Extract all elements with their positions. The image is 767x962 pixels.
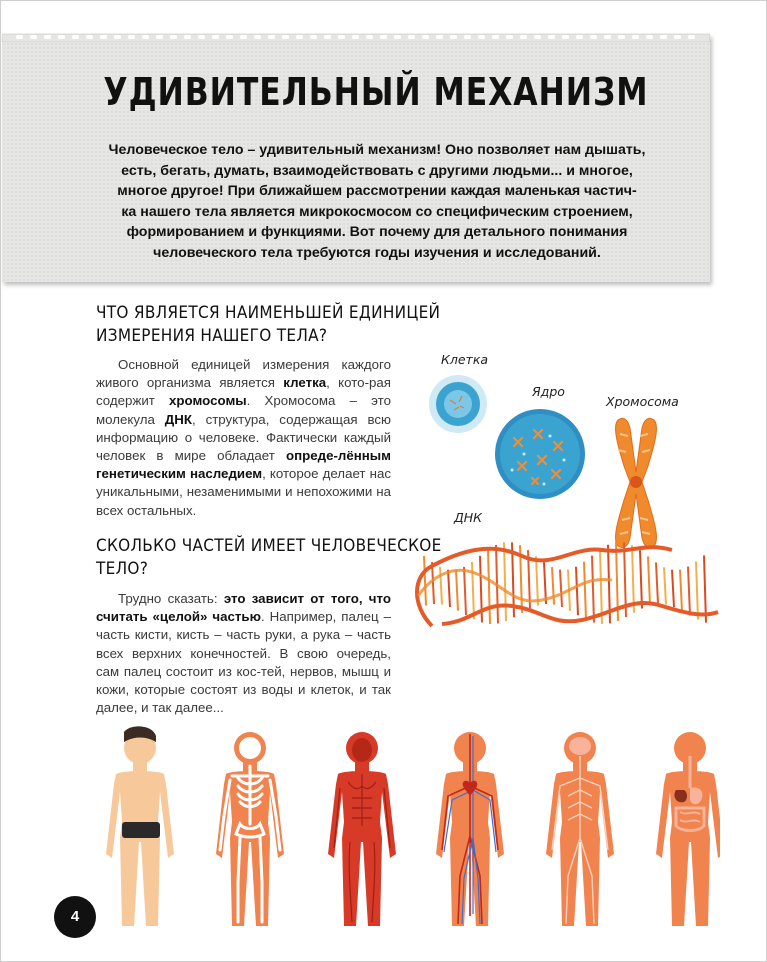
binding-hole bbox=[58, 35, 65, 39]
binding-hole bbox=[86, 35, 93, 39]
binding-hole bbox=[464, 35, 471, 39]
section2-paragraph bbox=[96, 590, 391, 717]
binding-hole bbox=[44, 35, 51, 39]
dna-helix-illustration bbox=[402, 536, 724, 628]
dna-base-pair bbox=[680, 570, 682, 611]
dna-base-pair bbox=[432, 562, 434, 604]
binding-hole bbox=[16, 35, 23, 39]
text: . Например, палец – часть кисти, кисть – часть руки, а рука – часть всех верхних конечностей. В свою очередь, сам палец состоит из кос-тей, нервов, мышц и кожи, которые состоят из воды и клеток, и так далее, и так далее... bbox=[96, 609, 391, 716]
binding-hole bbox=[604, 35, 611, 39]
binding-hole bbox=[660, 35, 667, 39]
dna-base-pair bbox=[656, 563, 658, 605]
binding-hole bbox=[212, 35, 219, 39]
section1-heading bbox=[96, 302, 440, 348]
section1-paragraph bbox=[96, 356, 391, 520]
dna-base-pair bbox=[696, 562, 698, 620]
text: , кото-рая содержит bbox=[96, 375, 391, 409]
binding-hole bbox=[338, 35, 345, 39]
binding-hole bbox=[674, 35, 681, 39]
dna-base-pair bbox=[560, 570, 562, 607]
binding-hole bbox=[128, 35, 135, 39]
figure-muscles bbox=[328, 732, 396, 926]
bold-term: клетка bbox=[283, 375, 327, 391]
binding-hole bbox=[618, 35, 625, 39]
binding-hole bbox=[534, 35, 541, 39]
binding-hole bbox=[352, 35, 359, 39]
binding-hole bbox=[632, 35, 639, 39]
intro-text bbox=[92, 140, 662, 263]
intro-line: формированием и функциями. Вот почему для детального понимания bbox=[126, 224, 628, 240]
binding-hole bbox=[310, 35, 317, 39]
dna-base-pair bbox=[504, 542, 506, 621]
binding-hole bbox=[282, 35, 289, 39]
body-systems-illustration bbox=[100, 724, 720, 956]
text: . Хромосома – это молекула bbox=[96, 393, 391, 427]
binding-hole bbox=[198, 35, 205, 39]
dna-base-pair bbox=[688, 567, 690, 616]
binding-hole bbox=[268, 35, 275, 39]
binding-hole bbox=[590, 35, 597, 39]
binding-hole bbox=[142, 35, 149, 39]
figure-nervous bbox=[546, 732, 614, 926]
text: Основной единицей измерения каждого живого организма является bbox=[96, 357, 391, 391]
dna-base-pair bbox=[672, 570, 674, 607]
dna-base-pair bbox=[640, 550, 642, 608]
section2-heading bbox=[96, 535, 442, 581]
binding-hole bbox=[226, 35, 233, 39]
dna-base-pair bbox=[664, 567, 666, 604]
binding-hole bbox=[100, 35, 107, 39]
binding-hole bbox=[72, 35, 79, 39]
label-nucleus: Ядро bbox=[532, 384, 565, 399]
binding-hole bbox=[324, 35, 331, 39]
label-chromosome: Хромосома bbox=[606, 394, 679, 409]
binding-hole bbox=[30, 35, 37, 39]
dna-base-pair bbox=[488, 550, 490, 624]
intro-line: Человеческое тело – удивительный механизм! Оно позволяет нам дышать, bbox=[108, 142, 646, 158]
binding-hole bbox=[240, 35, 247, 39]
section2-heading-line1: СКОЛЬКО ЧАСТЕЙ ИМЕЕТ ЧЕЛОВЕЧЕСКОЕ bbox=[96, 536, 442, 556]
section1-heading-line2: ИЗМЕРЕНИЯ НАШЕГО ТЕЛА? bbox=[96, 326, 328, 346]
binding-hole bbox=[380, 35, 387, 39]
dna-base-pair bbox=[448, 570, 450, 607]
binding-hole bbox=[506, 35, 513, 39]
binding-hole bbox=[478, 35, 485, 39]
dna-base-pair bbox=[648, 556, 650, 605]
binding-hole bbox=[184, 35, 191, 39]
nucleus-illustration bbox=[494, 408, 586, 500]
dna-base-pair bbox=[440, 567, 442, 605]
binding-hole bbox=[450, 35, 457, 39]
page-title: УДИВИТЕЛЬНЫЙ МЕХАНИЗМ bbox=[103, 70, 649, 114]
binding-hole bbox=[688, 35, 695, 39]
figure-skin bbox=[106, 726, 174, 926]
binding-hole bbox=[366, 35, 373, 39]
binding-hole bbox=[436, 35, 443, 39]
binding-hole bbox=[422, 35, 429, 39]
binding-hole bbox=[520, 35, 527, 39]
binding-hole bbox=[576, 35, 583, 39]
binding-hole bbox=[492, 35, 499, 39]
bold-term: опреде-лённым генетическим наследием bbox=[96, 448, 391, 482]
intro-line: многое другое! При ближайшем рассмотрении каждая маленькая частич- bbox=[117, 183, 637, 199]
intro-line: ка нашего тела является микрокосмосом со специфическим строением, bbox=[121, 203, 633, 220]
binding-hole bbox=[156, 35, 163, 39]
binding-hole bbox=[548, 35, 555, 39]
cell-illustration bbox=[428, 374, 488, 434]
bold-term: хромосомы bbox=[169, 393, 247, 409]
bold-term: ДНК bbox=[164, 411, 192, 427]
page-number: 4 bbox=[54, 896, 96, 938]
dna-base-pair bbox=[424, 556, 426, 606]
binding-hole bbox=[254, 35, 261, 39]
text: , которое делает нас уникальными, незаменимыми и непохожими на всех остальных. bbox=[96, 466, 391, 518]
binding-hole bbox=[114, 35, 121, 39]
dna-base-pair bbox=[456, 570, 458, 611]
figure-skeleton bbox=[216, 732, 284, 926]
dna-base-pair bbox=[536, 556, 538, 605]
chromosome-illustration bbox=[604, 416, 668, 550]
dna-base-pair bbox=[592, 556, 594, 623]
binding-hole bbox=[408, 35, 415, 39]
figure-digestive bbox=[656, 732, 720, 926]
text: Трудно сказать: bbox=[118, 591, 224, 606]
binding-hole bbox=[562, 35, 569, 39]
dna-base-pair bbox=[576, 567, 578, 616]
dna-base-pair bbox=[464, 567, 466, 615]
dna-base-pair bbox=[584, 562, 586, 620]
binding-hole bbox=[646, 35, 653, 39]
label-dna: ДНК bbox=[454, 510, 483, 525]
binding-hole bbox=[296, 35, 303, 39]
section2-heading-line2: ТЕЛО? bbox=[96, 559, 149, 579]
text: , структура, содержащая всю информацию о человеке. Фактически каждый человек в мире обладает bbox=[96, 411, 391, 464]
bold-term: это зависит от того, что считать «целой» частью bbox=[96, 591, 391, 625]
torn-paper-edge bbox=[2, 28, 710, 42]
section1-heading-line1: ЧТО ЯВЛЯЕТСЯ НАИМЕНЬШЕЙ ЕДИНИЦЕЙ bbox=[96, 303, 441, 323]
intro-line: есть, бегать, думать, взаимодействовать с другими людьми... и многое, bbox=[121, 162, 633, 179]
figure-circulatory bbox=[436, 732, 504, 926]
label-cell: Клетка bbox=[441, 352, 489, 367]
dna-base-pair bbox=[552, 567, 554, 604]
intro-line: человеческого тела требуются годы изучения и исследований. bbox=[153, 244, 601, 261]
binding-hole bbox=[394, 35, 401, 39]
binding-hole bbox=[170, 35, 177, 39]
